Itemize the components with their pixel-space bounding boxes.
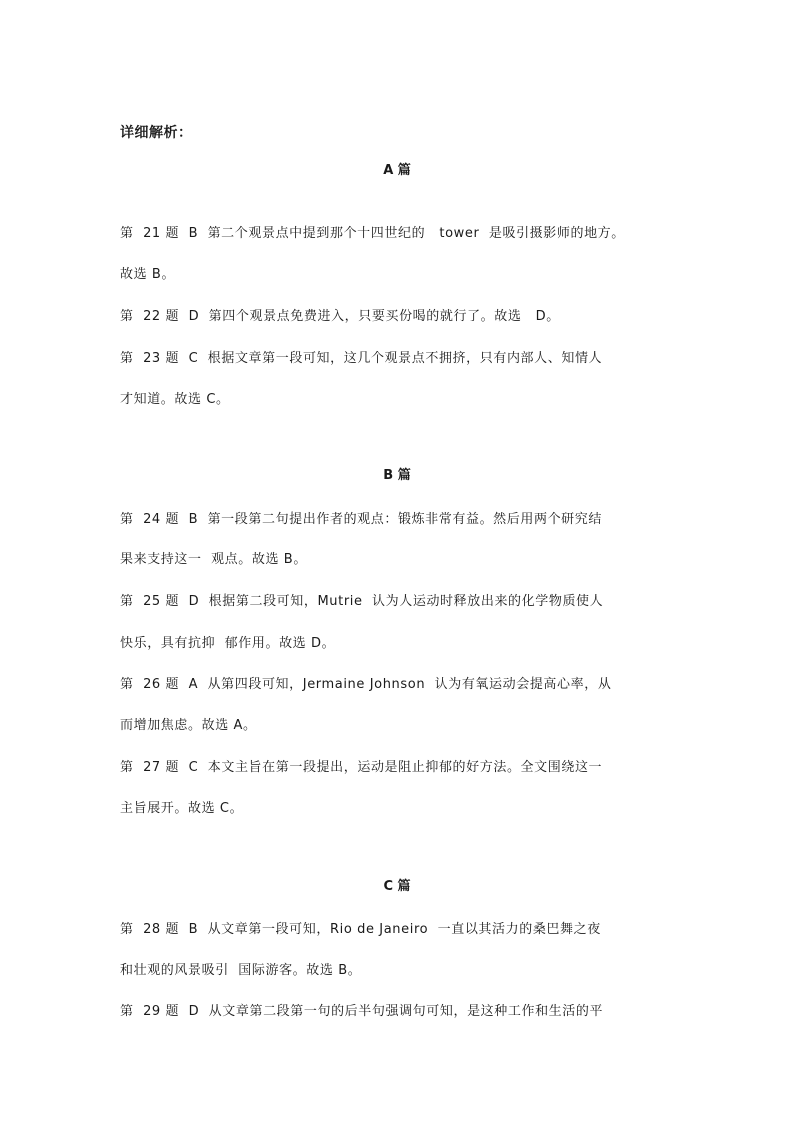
answer-line: 第 28 题 B 从文章第一段可知，Rio de Janeiro 一直以其活力的桑巴舞之夜 <box>120 922 601 937</box>
answer-line: 第 25 题 D 根据第二段可知，Mutrie 认为人运动时释放出来的化学物质使人 <box>120 594 604 609</box>
answer-line: 才知道。故选 C。 <box>120 392 230 407</box>
answer-line: 第 22 题 D 第四个观景点免费进入，只要买份喝的就行了。故选 D。 <box>120 309 560 324</box>
answer-line: 故选 B。 <box>120 267 176 282</box>
answer-line: 果来支持这一 观点。故选 B。 <box>120 552 307 567</box>
answer-line: 和壮观的风景吸引 国际游客。故选 B。 <box>120 963 362 978</box>
answer-line: 第 23 题 C 根据文章第一段可知，这几个观景点不拥挤，只有内部人、知情人 <box>120 351 603 366</box>
answer-line: 而增加焦虑。故选 A。 <box>120 718 257 733</box>
answer-line: 第 29 题 D 从文章第二段第一句的后半句强调句可知，是这种工作和生活的平 <box>120 1004 604 1019</box>
answer-line: 第 21 题 B 第二个观景点中提到那个十四世纪的 tower 是吸引摄影师的地方。 <box>120 226 625 241</box>
section-title-a: A 篇 <box>383 163 411 178</box>
answer-line: 第 24 题 B 第一段第二句提出作者的观点：锻炼非常有益。然后用两个研究结 <box>120 512 602 527</box>
answer-line: 第 26 题 A 从第四段可知，Jermaine Johnson 认为有氧运动会提高心率，从 <box>120 677 612 692</box>
answer-line: 第 27 题 C 本文主旨在第一段提出，运动是阻止抑郁的好方法。全文围绕这一 <box>120 760 603 775</box>
section-title-b: B 篇 <box>383 468 411 483</box>
answer-line: 快乐，具有抗抑 郁作用。故选 D。 <box>120 636 336 651</box>
section-title-c: C 篇 <box>383 879 411 894</box>
answer-line: 主旨展开。故选 C。 <box>120 801 244 816</box>
page-heading: 详细解析： <box>120 125 193 141</box>
